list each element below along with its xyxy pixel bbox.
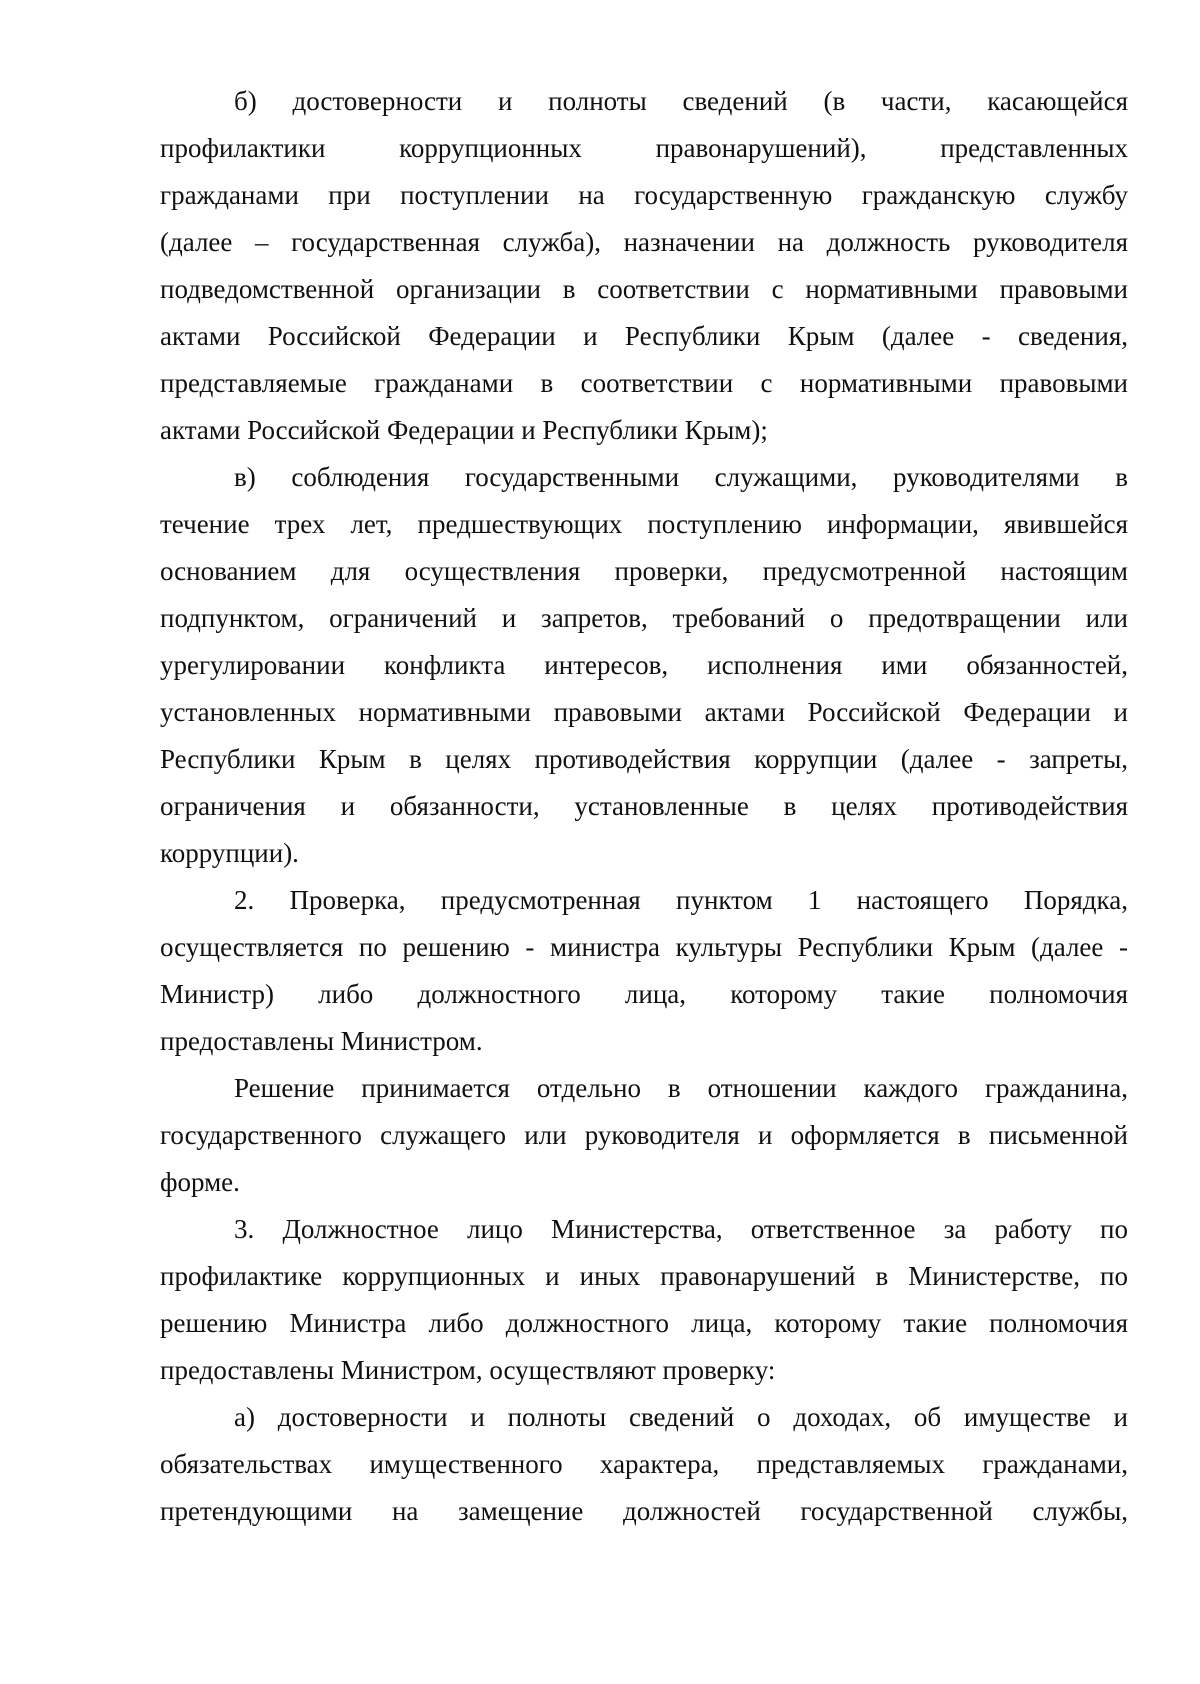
text-line: актами Российской Федерации и Республики Крым);	[160, 415, 768, 445]
text-line: б) достоверности и полноты сведений (в части, касающейся	[234, 86, 1128, 116]
text-line: предоставлены Министром, осуществляют проверку:	[160, 1355, 776, 1385]
text-line: коррупции).	[160, 838, 299, 868]
text-line: форме.	[160, 1167, 240, 1197]
text-line: 2. Проверка, предусмотренная пунктом 1 настоящего Порядка,	[234, 885, 1128, 915]
text-line: в) соблюдения государственными служащими, руководителями в	[234, 462, 1128, 492]
text-line: подпунктом, ограничений и запретов, требований о предотвращении или	[160, 603, 1128, 633]
text-line: (далее – государственная служба), назначении на должность руководителя	[160, 227, 1128, 257]
text-line: Министр) либо должностного лица, которому такие полномочия	[160, 979, 1128, 1009]
text-line: актами Российской Федерации и Республики Крым (далее - сведения,	[160, 321, 1128, 351]
text-line: представляемые гражданами в соответствии с нормативными правовыми	[160, 368, 1128, 398]
text-line: урегулировании конфликта интересов, исполнения ими обязанностей,	[160, 650, 1128, 680]
text-line: подведомственной организации в соответствии с нормативными правовыми	[160, 274, 1128, 304]
document-body-text	[160, 78, 1128, 1535]
text-line: осуществляется по решению - министра культуры Республики Крым (далее -	[160, 932, 1128, 962]
paragraph-para-a-svedeniya-o-dohodah	[160, 1394, 1128, 1535]
text-line: государственного служащего или руководителя и оформляется в письменной	[160, 1120, 1128, 1150]
text-line: гражданами при поступлении на государственную гражданскую службу	[160, 180, 1128, 210]
paragraph-para-b-svedeniya-grazhdan	[160, 78, 1128, 454]
paragraph-para-v-soblyudenie-zapretov	[160, 454, 1128, 877]
text-line: основанием для осуществления проверки, предусмотренной настоящим	[160, 556, 1128, 586]
text-line: установленных нормативными правовыми актами Российской Федерации и	[160, 697, 1128, 727]
text-line: предоставлены Министром.	[160, 1026, 483, 1056]
text-line: 3. Должностное лицо Министерства, ответственное за работу по	[234, 1214, 1128, 1244]
text-line: Решение принимается отдельно в отношении каждого гражданина,	[234, 1073, 1128, 1103]
text-line: решению Министра либо должностного лица, которому такие полномочия	[160, 1308, 1128, 1338]
text-line: претендующими на замещение должностей государственной службы,	[160, 1496, 1128, 1526]
text-line: профилактики коррупционных правонарушений), представленных	[160, 133, 1128, 163]
paragraph-para-reshenie-otdelno	[160, 1065, 1128, 1206]
paragraph-para-3-dolzhnostnoe-litso	[160, 1206, 1128, 1394]
text-line: течение трех лет, предшествующих поступлению информации, явившейся	[160, 509, 1128, 539]
text-line: ограничения и обязанности, установленные в целях противодействия	[160, 791, 1128, 821]
paragraph-para-2-poryadok-provedeniya	[160, 877, 1128, 1065]
text-line: обязательствах имущественного характера, представляемых гражданами,	[160, 1449, 1128, 1479]
text-line: профилактике коррупционных и иных правонарушений в Министерстве, по	[160, 1261, 1128, 1291]
text-line: Республики Крым в целях противодействия коррупции (далее - запреты,	[160, 744, 1128, 774]
text-line: а) достоверности и полноты сведений о доходах, об имуществе и	[234, 1402, 1128, 1432]
